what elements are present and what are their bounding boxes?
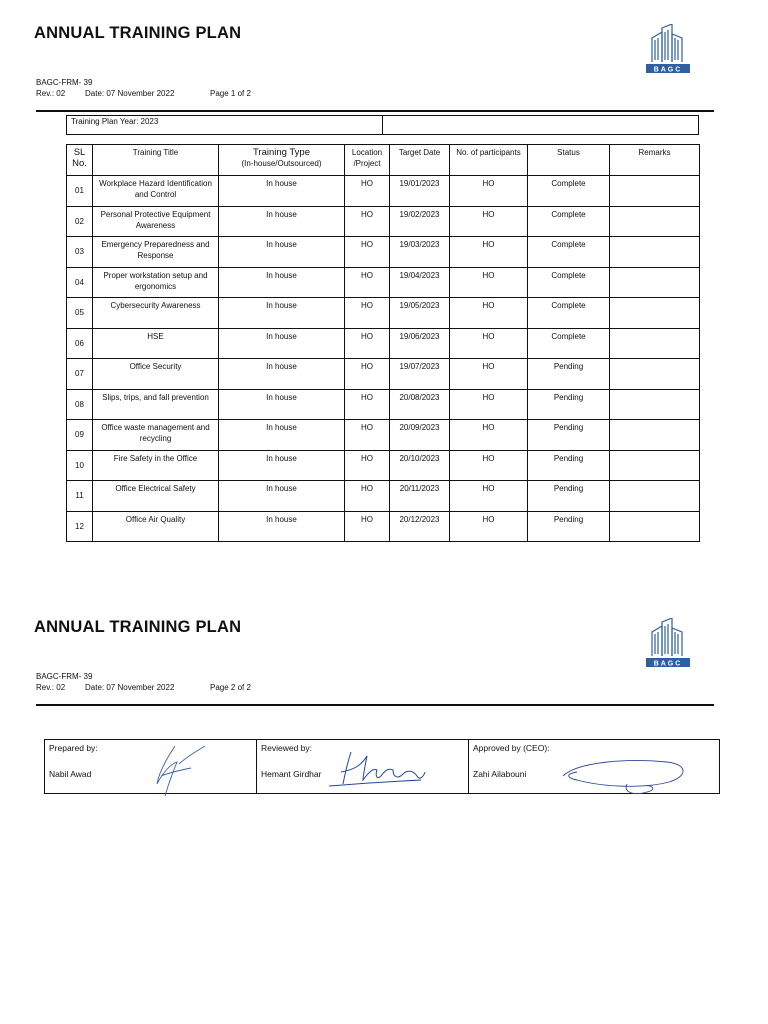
type-cell: In house	[219, 206, 345, 237]
form-code: BAGC-FRM- 39	[36, 78, 93, 87]
remarks-cell	[610, 450, 700, 481]
revision-2: Rev.: 02	[36, 683, 66, 692]
target-date-cell: 20/12/2023	[390, 511, 450, 542]
document-meta-2	[36, 671, 251, 693]
reviewed-by-name: Hemant Girdhar	[261, 769, 322, 779]
page-title: ANNUAL TRAINING PLAN	[34, 24, 242, 42]
approved-by-name: Zahi Ailabouni	[473, 769, 527, 779]
participants-cell: HO	[450, 450, 528, 481]
target-date-cell: 19/07/2023	[390, 359, 450, 390]
header-divider	[36, 110, 714, 112]
type-cell: In house	[219, 481, 345, 512]
location-cell: HO	[345, 389, 390, 420]
sl-cell: 04	[67, 267, 93, 298]
participants-cell: HO	[450, 237, 528, 268]
type-cell: In house	[219, 450, 345, 481]
title-cell: Personal Protective Equipment Awareness	[93, 206, 219, 237]
target-date-cell: 20/09/2023	[390, 420, 450, 451]
table-row	[67, 237, 700, 268]
revision: Rev.: 02	[36, 89, 66, 98]
status-cell: Pending	[528, 420, 610, 451]
logo-text: BAGC	[653, 66, 683, 74]
plan-year-table	[66, 115, 699, 135]
prepared-signature-image	[145, 742, 225, 800]
header-divider-2	[36, 704, 714, 706]
status-cell: Pending	[528, 450, 610, 481]
remarks-cell	[610, 481, 700, 512]
header-title: Training Title	[93, 145, 219, 176]
location-cell: HO	[345, 237, 390, 268]
participants-cell: HO	[450, 267, 528, 298]
table-row	[67, 481, 700, 512]
document-date: Date: 07 November 2022	[85, 89, 175, 98]
location-cell: HO	[345, 328, 390, 359]
target-date-cell: 19/05/2023	[390, 298, 450, 329]
plan-year-label: Training Plan Year: 2023	[67, 116, 383, 135]
sl-cell: 01	[67, 176, 93, 207]
form-code-2: BAGC-FRM- 39	[36, 672, 93, 681]
page-title-2: ANNUAL TRAINING PLAN	[34, 618, 242, 636]
status-cell: Complete	[528, 176, 610, 207]
remarks-cell	[610, 237, 700, 268]
sl-cell: 03	[67, 237, 93, 268]
sl-cell: 09	[67, 420, 93, 451]
title-cell: Office Electrical Safety	[93, 481, 219, 512]
remarks-cell	[610, 511, 700, 542]
status-cell: Complete	[528, 328, 610, 359]
target-date-cell: 20/10/2023	[390, 450, 450, 481]
status-cell: Pending	[528, 481, 610, 512]
type-cell: In house	[219, 328, 345, 359]
title-cell: Proper workstation setup and ergonomics	[93, 267, 219, 298]
type-cell: In house	[219, 389, 345, 420]
location-cell: HO	[345, 176, 390, 207]
header-remarks: Remarks	[610, 145, 700, 176]
type-cell: In house	[219, 176, 345, 207]
location-cell: HO	[345, 206, 390, 237]
header-sl: SL No.	[67, 145, 93, 176]
status-cell: Pending	[528, 511, 610, 542]
signature-table	[44, 739, 720, 794]
training-plan-table	[66, 144, 700, 542]
type-cell: In house	[219, 298, 345, 329]
title-cell: Office Security	[93, 359, 219, 390]
sl-cell: 07	[67, 359, 93, 390]
participants-cell: HO	[450, 511, 528, 542]
target-date-cell: 19/06/2023	[390, 328, 450, 359]
participants-cell: HO	[450, 389, 528, 420]
approved-by-cell	[469, 740, 720, 794]
target-date-cell: 20/11/2023	[390, 481, 450, 512]
status-cell: Complete	[528, 237, 610, 268]
table-header-row	[67, 145, 700, 176]
remarks-cell	[610, 389, 700, 420]
document-date-2: Date: 07 November 2022	[85, 683, 175, 692]
title-cell: Office Air Quality	[93, 511, 219, 542]
remarks-cell	[610, 176, 700, 207]
sl-cell: 11	[67, 481, 93, 512]
participants-cell: HO	[450, 298, 528, 329]
remarks-cell	[610, 420, 700, 451]
target-date-cell: 19/03/2023	[390, 237, 450, 268]
participants-cell: HO	[450, 420, 528, 451]
sl-cell: 12	[67, 511, 93, 542]
participants-cell: HO	[450, 481, 528, 512]
type-cell: In house	[219, 237, 345, 268]
table-row	[67, 420, 700, 451]
prepared-by-cell	[45, 740, 257, 794]
title-cell: Cybersecurity Awareness	[93, 298, 219, 329]
type-cell: In house	[219, 267, 345, 298]
table-row	[67, 389, 700, 420]
status-cell: Complete	[528, 206, 610, 237]
status-cell: Pending	[528, 359, 610, 390]
reviewed-signature-image	[323, 746, 435, 792]
status-cell: Pending	[528, 389, 610, 420]
document-meta	[36, 77, 251, 99]
approved-by-label: Approved by (CEO):	[473, 743, 550, 753]
title-cell: Office waste management and recycling	[93, 420, 219, 451]
header-status: Status	[528, 145, 610, 176]
location-cell: HO	[345, 481, 390, 512]
location-cell: HO	[345, 450, 390, 481]
title-cell: Fire Safety in the Office	[93, 450, 219, 481]
bagc-logo	[644, 24, 692, 74]
title-cell: Emergency Preparedness and Response	[93, 237, 219, 268]
page-number-2: Page 2 of 2	[210, 683, 251, 692]
table-row	[67, 176, 700, 207]
bagc-logo-2	[644, 618, 692, 668]
header-location: Location /Project	[345, 145, 390, 176]
participants-cell: HO	[450, 206, 528, 237]
logo-text-2: BAGC	[653, 660, 683, 668]
page-number: Page 1 of 2	[210, 89, 251, 98]
type-cell: In house	[219, 420, 345, 451]
sl-cell: 08	[67, 389, 93, 420]
status-cell: Complete	[528, 267, 610, 298]
participants-cell: HO	[450, 176, 528, 207]
target-date-cell: 19/04/2023	[390, 267, 450, 298]
location-cell: HO	[345, 298, 390, 329]
approved-signature-image	[557, 754, 697, 798]
location-cell: HO	[345, 420, 390, 451]
header-type: Training Type (In-house/Outsourced)	[219, 145, 345, 176]
remarks-cell	[610, 267, 700, 298]
reviewed-by-label: Reviewed by:	[261, 743, 313, 753]
header-participants: No. of participants	[450, 145, 528, 176]
sl-cell: 05	[67, 298, 93, 329]
reviewed-by-cell	[257, 740, 469, 794]
target-date-cell: 20/08/2023	[390, 389, 450, 420]
title-cell: HSE	[93, 328, 219, 359]
table-row	[67, 298, 700, 329]
sl-cell: 10	[67, 450, 93, 481]
prepared-by-name: Nabil Awad	[49, 769, 92, 779]
status-cell: Complete	[528, 298, 610, 329]
target-date-cell: 19/01/2023	[390, 176, 450, 207]
participants-cell: HO	[450, 328, 528, 359]
remarks-cell	[610, 298, 700, 329]
plan-year-blank	[383, 116, 699, 135]
location-cell: HO	[345, 359, 390, 390]
remarks-cell	[610, 206, 700, 237]
location-cell: HO	[345, 267, 390, 298]
table-row	[67, 328, 700, 359]
prepared-by-label: Prepared by:	[49, 743, 98, 753]
table-row	[67, 511, 700, 542]
table-row	[67, 267, 700, 298]
sl-cell: 02	[67, 206, 93, 237]
remarks-cell	[610, 328, 700, 359]
title-cell: Workplace Hazard Identification and Control	[93, 176, 219, 207]
target-date-cell: 19/02/2023	[390, 206, 450, 237]
table-row	[67, 206, 700, 237]
participants-cell: HO	[450, 359, 528, 390]
table-row	[67, 359, 700, 390]
remarks-cell	[610, 359, 700, 390]
title-cell: Slips, trips, and fall prevention	[93, 389, 219, 420]
location-cell: HO	[345, 511, 390, 542]
type-cell: In house	[219, 511, 345, 542]
type-cell: In house	[219, 359, 345, 390]
sl-cell: 06	[67, 328, 93, 359]
header-target-date: Target Date	[390, 145, 450, 176]
table-row	[67, 450, 700, 481]
